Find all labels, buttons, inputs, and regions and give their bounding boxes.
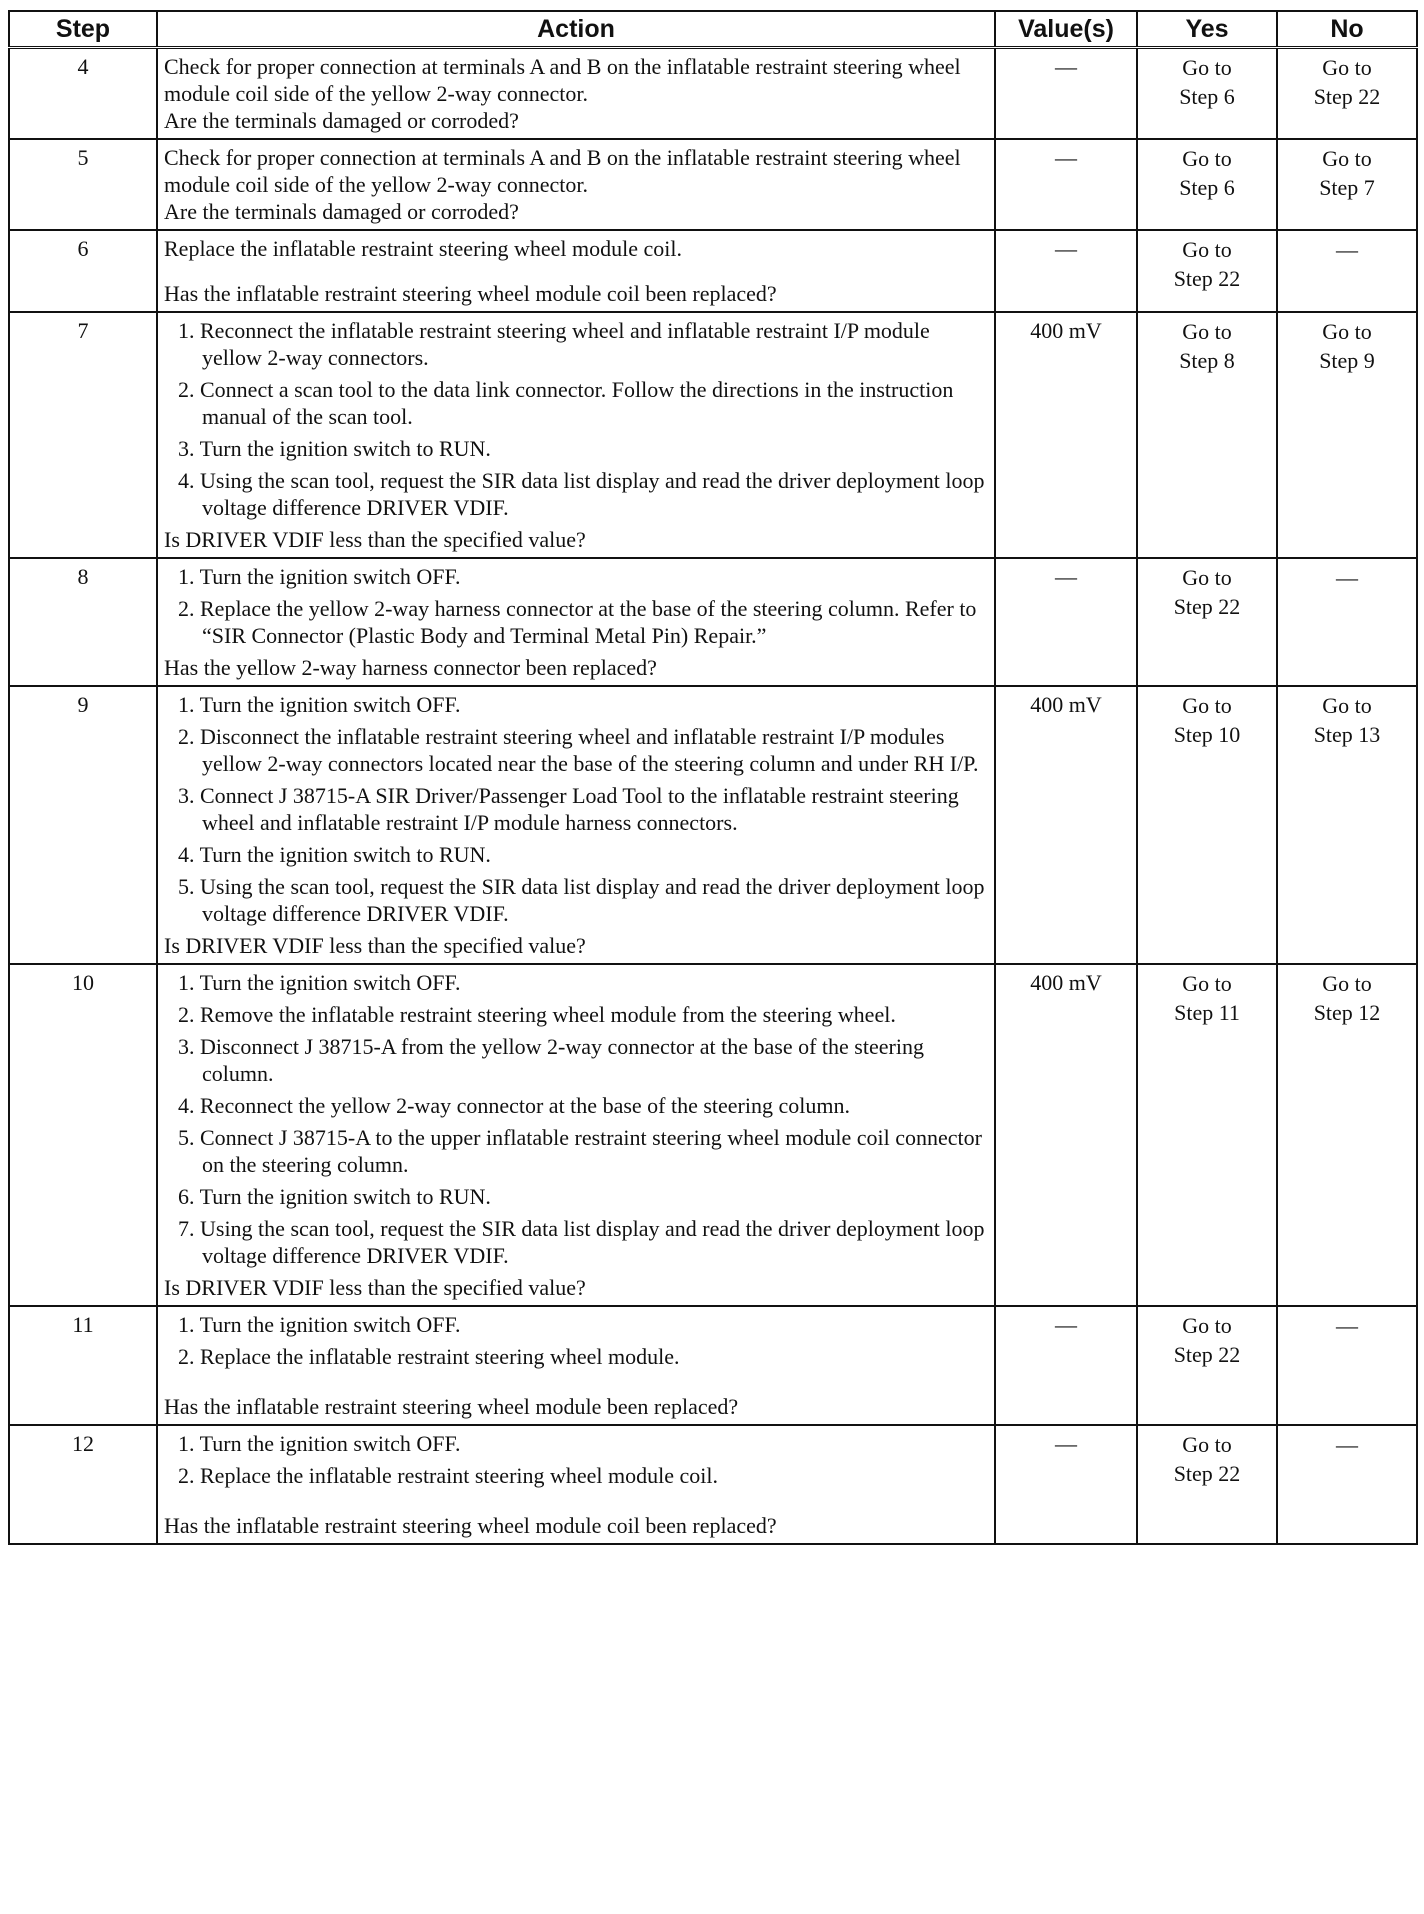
yes-line: Go to [1182,1432,1232,1457]
action-cell [157,964,995,1306]
list-item: 1. Turn the ignition switch OFF. [178,564,461,589]
no-cell [1277,230,1417,312]
header-action: Action [157,11,995,48]
value-cell: 400 mV [995,686,1137,964]
action-question: Are the terminals damaged or corroded? [164,108,519,133]
header-yes: Yes [1137,11,1277,48]
yes-line: Go to [1182,319,1232,344]
value-cell: — [995,558,1137,686]
yes-line: Step 8 [1179,348,1235,373]
list-item: 1. Turn the ignition switch OFF. [178,1312,461,1337]
no-line: Step 12 [1313,1000,1381,1025]
table-row [9,558,1417,686]
action-steps [164,563,988,649]
yes-line: Go to [1182,237,1232,262]
yes-cell [1137,1306,1277,1425]
yes-line: Step 11 [1174,1000,1240,1025]
list-item: 7. Using the scan tool, request the SIR data list display and read the driver deployment loop voltage difference DRIVER VDIF. [178,1216,985,1268]
step-number: 6 [9,230,157,312]
list-item: 2. Replace the yellow 2-way harness connector at the base of the steering column. Refer to “SIR Connector (Plastic Body and Terminal Metal Pin) Repair.” [178,596,977,648]
no-cell [1277,558,1417,686]
no-line: Step 9 [1319,348,1375,373]
yes-cell [1137,686,1277,964]
value-cell: — [995,230,1137,312]
action-question: Has the inflatable restraint steering wheel module coil been replaced? [164,1513,777,1538]
no-line: Go to [1322,146,1372,171]
no-cell [1277,1425,1417,1544]
no-line: — [1336,565,1358,590]
no-line: Step 13 [1313,722,1381,747]
step-number: 10 [9,964,157,1306]
yes-cell [1137,964,1277,1306]
no-line: Step 22 [1313,84,1381,109]
table-row [9,1306,1417,1425]
value-cell: — [995,48,1137,140]
yes-line: Step 22 [1173,266,1241,291]
yes-line: Step 6 [1179,175,1235,200]
step-number: 12 [9,1425,157,1544]
yes-cell [1137,48,1277,140]
list-item: 2. Connect a scan tool to the data link connector. Follow the directions in the instruction manual of the scan tool. [178,377,954,429]
action-question: Has the yellow 2-way harness connector been replaced? [164,655,657,680]
no-line: Go to [1322,319,1372,344]
table-row [9,230,1417,312]
action-question: Is DRIVER VDIF less than the specified value? [164,527,586,552]
list-item: 2. Replace the inflatable restraint steering wheel module. [178,1344,680,1369]
list-item: 6. Turn the ignition switch to RUN. [178,1184,491,1209]
action-text: Check for proper connection at terminals A and B on the inflatable restraint steering wheel module coil side of the yellow 2-way connector. [164,54,961,106]
action-question: Has the inflatable restraint steering wheel module coil been replaced? [164,281,777,306]
yes-cell [1137,139,1277,230]
action-cell [157,1425,995,1544]
header-value: Value(s) [995,11,1137,48]
table-row [9,686,1417,964]
table-header-row [9,11,1417,48]
value-cell: 400 mV [995,312,1137,558]
list-item: 4. Turn the ignition switch to RUN. [178,842,491,867]
yes-line: Go to [1182,146,1232,171]
no-line: — [1336,1313,1358,1338]
action-question: Is DRIVER VDIF less than the specified value? [164,1275,586,1300]
list-item: 1. Turn the ignition switch OFF. [178,692,461,717]
diagnostic-table [8,10,1418,1545]
list-item: 3. Turn the ignition switch to RUN. [178,436,491,461]
list-item: 4. Reconnect the yellow 2-way connector at the base of the steering column. [178,1093,850,1118]
value-cell: — [995,139,1137,230]
action-question: Is DRIVER VDIF less than the specified value? [164,933,586,958]
list-item: 4. Using the scan tool, request the SIR data list display and read the driver deployment loop voltage difference DRIVER VDIF. [178,468,985,520]
yes-line: Go to [1182,971,1232,996]
list-item: 2. Remove the inflatable restraint steering wheel module from the steering wheel. [178,1002,896,1027]
no-cell [1277,312,1417,558]
value-cell: — [995,1306,1137,1425]
list-item: 5. Using the scan tool, request the SIR data list display and read the driver deployment loop voltage difference DRIVER VDIF. [178,874,985,926]
action-cell [157,312,995,558]
action-steps [164,1311,988,1370]
value-cell: 400 mV [995,964,1137,1306]
action-cell [157,1306,995,1425]
yes-cell [1137,1425,1277,1544]
no-cell [1277,1306,1417,1425]
yes-line: Go to [1182,565,1232,590]
step-number: 11 [9,1306,157,1425]
yes-line: Go to [1182,1313,1232,1338]
no-line: — [1336,237,1358,262]
action-text: Replace the inflatable restraint steering wheel module coil. [164,236,683,261]
no-cell [1277,686,1417,964]
no-line: Go to [1322,693,1372,718]
yes-cell [1137,312,1277,558]
table-row [9,48,1417,140]
action-text: Check for proper connection at terminals A and B on the inflatable restraint steering wheel module coil side of the yellow 2-way connector. [164,145,961,197]
list-item: 1. Turn the ignition switch OFF. [178,970,461,995]
table-row [9,139,1417,230]
list-item: 1. Reconnect the inflatable restraint steering wheel and inflatable restraint I/P module yellow 2-way connectors. [178,318,930,370]
action-cell [157,686,995,964]
value-cell: — [995,1425,1137,1544]
yes-cell [1137,558,1277,686]
action-question: Are the terminals damaged or corroded? [164,199,519,224]
header-no: No [1277,11,1417,48]
header-step: Step [9,11,157,48]
no-line: Go to [1322,971,1372,996]
list-item: 5. Connect J 38715-A to the upper inflatable restraint steering wheel module coil connector on the steering column. [178,1125,982,1177]
yes-line: Step 22 [1173,1342,1241,1367]
list-item: 3. Disconnect J 38715-A from the yellow 2-way connector at the base of the steering column. [178,1034,924,1086]
yes-line: Step 6 [1179,84,1235,109]
no-line: Go to [1322,55,1372,80]
action-cell [157,139,995,230]
no-line: — [1336,1432,1358,1457]
no-cell [1277,964,1417,1306]
list-item: 2. Replace the inflatable restraint steering wheel module coil. [178,1463,719,1488]
action-cell [157,558,995,686]
table-row [9,964,1417,1306]
step-number: 8 [9,558,157,686]
yes-line: Step 22 [1173,1461,1241,1486]
table-row [9,1425,1417,1544]
action-steps [164,969,988,1269]
action-steps [164,691,988,927]
list-item: 3. Connect J 38715-A SIR Driver/Passenger Load Tool to the inflatable restraint steering wheel and inflatable restraint I/P module harness connectors. [178,783,959,835]
step-number: 7 [9,312,157,558]
yes-line: Go to [1182,693,1232,718]
action-question: Has the inflatable restraint steering wheel module been replaced? [164,1394,739,1419]
no-line: Step 7 [1319,175,1375,200]
list-item: 2. Disconnect the inflatable restraint steering wheel and inflatable restraint I/P modules yellow 2-way connectors located near the base of the steering column and under RH I/P. [178,724,979,776]
yes-line: Go to [1182,55,1232,80]
no-cell [1277,48,1417,140]
step-number: 9 [9,686,157,964]
action-cell [157,230,995,312]
step-number: 4 [9,48,157,140]
action-steps [164,317,988,521]
yes-cell [1137,230,1277,312]
yes-line: Step 10 [1173,722,1241,747]
yes-line: Step 22 [1173,594,1241,619]
table-row [9,312,1417,558]
step-number: 5 [9,139,157,230]
action-cell [157,48,995,140]
list-item: 1. Turn the ignition switch OFF. [178,1431,461,1456]
no-cell [1277,139,1417,230]
action-steps [164,1430,988,1489]
